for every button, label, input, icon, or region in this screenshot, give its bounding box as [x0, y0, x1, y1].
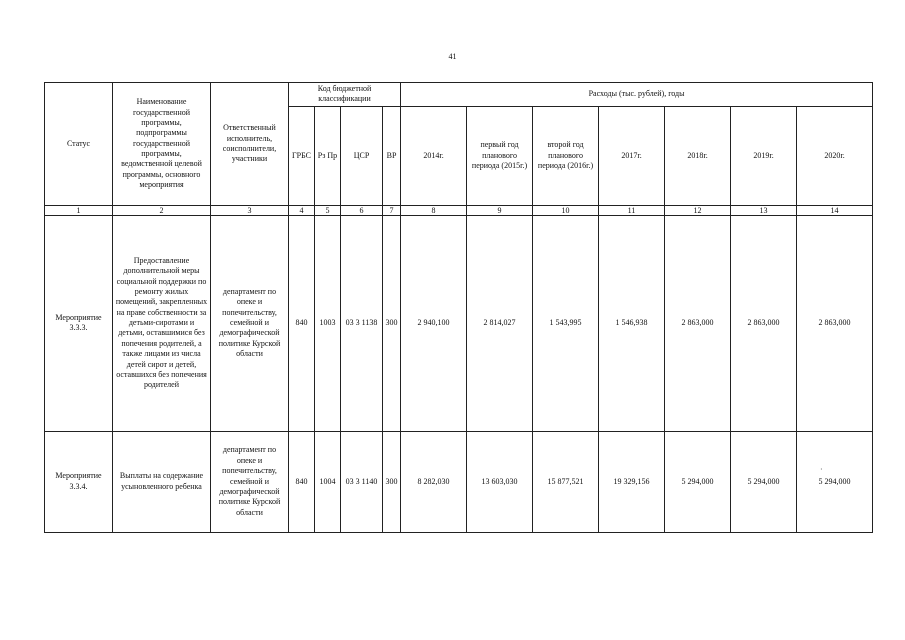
row-2015: 13 603,030 [467, 431, 533, 532]
row-2020: 5 294,000 [797, 431, 873, 532]
column-number: 9 [467, 205, 533, 215]
row-2016: 15 877,521 [533, 431, 599, 532]
row-2017: 1 546,938 [599, 215, 665, 431]
row-csr: 03 3 1138 [341, 215, 383, 431]
column-number: 8 [401, 205, 467, 215]
row-responsible: департамент по опеке и попечительству, семейной и демографической политике Курской области [211, 215, 289, 431]
row-2016: 1 543,995 [533, 215, 599, 431]
column-number: 12 [665, 205, 731, 215]
column-number: 5 [315, 205, 341, 215]
row-2015: 2 814,027 [467, 215, 533, 431]
row-2020: 2 863,000 [797, 215, 873, 431]
row-responsible: департамент по опеке и попечительству, семейной и демографической политике Курской области [211, 431, 289, 532]
row-csr: 03 3 1140 [341, 431, 383, 532]
header-expenses: Расходы (тыс. рублей), годы [401, 83, 873, 107]
header-name: Наименование государственной программы, подпрограммы государственной программы, ведомственной целевой программы, основного мероприятия [113, 83, 211, 206]
row-2019: 2 863,000 [731, 215, 797, 431]
header-2020: 2020г. [797, 106, 873, 205]
row-vr: 300 [383, 215, 401, 431]
header-budget-code: Код бюджетной классификации [289, 83, 401, 107]
header-2017: 2017г. [599, 106, 665, 205]
column-number: 14 [797, 205, 873, 215]
column-number: 6 [341, 205, 383, 215]
row-name: Предоставление дополнительной меры социальной поддержки по ремонту жилых помещений, закрепленных на праве собственности за детьми-сиротами и детьми, оставшимися без попечения родителей, а также лицами из числа детей сирот и детей, оставшихся без попечения родителей [113, 215, 211, 431]
header-2019: 2019г. [731, 106, 797, 205]
column-number: 1 [45, 205, 113, 215]
row-2014: 8 282,030 [401, 431, 467, 532]
header-row-1 [45, 83, 873, 107]
row-2019: 5 294,000 [731, 431, 797, 532]
row-grbs: 840 [289, 215, 315, 431]
header-2016: второй год планового периода (2016г.) [533, 106, 599, 205]
column-number: 3 [211, 205, 289, 215]
header-2015: первый год планового периода (2015г.) [467, 106, 533, 205]
header-2014: 2014г. [401, 106, 467, 205]
row-grbs: 840 [289, 431, 315, 532]
header-2018: 2018г. [665, 106, 731, 205]
column-number: 11 [599, 205, 665, 215]
column-number-row [45, 205, 873, 215]
column-number: 2 [113, 205, 211, 215]
header-csr: ЦСР [341, 106, 383, 205]
header-vr: ВР [383, 106, 401, 205]
budget-table [44, 82, 873, 533]
row-2014: 2 940,100 [401, 215, 467, 431]
row-rzpr: 1003 [315, 215, 341, 431]
header-grbs: ГРБС [289, 106, 315, 205]
row-rzpr: 1004 [315, 431, 341, 532]
row-status: Мероприятие 3.3.4. [45, 431, 113, 532]
page-number: 41 [448, 52, 457, 61]
column-number: 7 [383, 205, 401, 215]
column-number: 10 [533, 205, 599, 215]
row-2018: 2 863,000 [665, 215, 731, 431]
header-status: Статус [45, 83, 113, 206]
table-row [45, 215, 873, 431]
row-name: Выплаты на содержание усыновленного ребенка [113, 431, 211, 532]
row-2017: 19 329,156 [599, 431, 665, 532]
row-vr: 300 [383, 431, 401, 532]
column-number: 4 [289, 205, 315, 215]
header-rzpr: Рз Пр [315, 106, 341, 205]
row-2018: 5 294,000 [665, 431, 731, 532]
table-row [45, 431, 873, 532]
column-number: 13 [731, 205, 797, 215]
scan-mark: · [820, 465, 823, 474]
header-responsible: Ответственный исполнитель, соисполнители, участники [211, 83, 289, 206]
row-status: Мероприятие 3.3.3. [45, 215, 113, 431]
